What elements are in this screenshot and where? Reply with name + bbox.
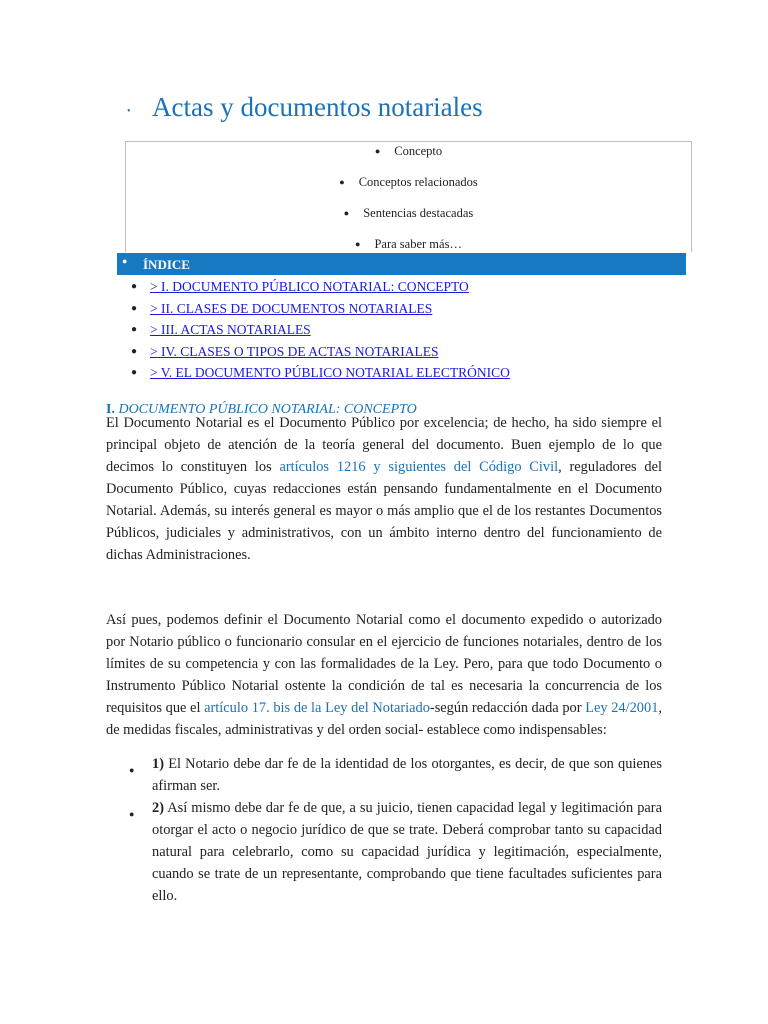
section-title: DOCUMENTO PÚBLICO NOTARIAL: CONCEPTO [118,402,417,417]
paragraph-2: Así pues, podemos definir el Documento Notarial como el documento expedido o autorizado por Notario público o funcionario consular en el ejercicio de funciones notariales, dentro de los límites de su competencia y con las formalidades de la Ley. Pero, para que todo Documento o Instrumento Público Notarial ostente la condición de tal es necesaria la concurrencia de los requisitos que el artículo 17. bis de la Ley del Notariado-según redacción dada por Ley 24/2001, de medidas fiscales, administrativas y del orden social- establece como indispensables: [106,612,662,738]
bullet-icon: ● [374,146,381,156]
toc-item [131,365,691,387]
toc-link-4[interactable]: > IV. CLASES O TIPOS DE ACTAS NOTARIALES [150,343,439,359]
toc-item [131,322,691,344]
list-item: ● 1) El Notario debe dar fe de la identidad de los otorgantes, es decir, de que son quienes afirman ser. [129,756,662,794]
bullet-icon: ● [131,302,138,314]
bullet-icon: ● [131,324,138,335]
table-of-contents [131,279,691,387]
section-number: I. [106,402,115,417]
bullet-icon: ● [131,367,138,378]
tab-sentencias-destacadas[interactable]: ● Sentencias destacadas [343,206,474,220]
tab-concepto[interactable]: ● Concepto [374,144,443,158]
bullet-icon: ● [129,765,135,775]
bullet-icon: ● [343,208,350,218]
bullet-icon: ● [355,239,361,249]
tab-para-saber-mas[interactable]: ● Para saber más… [355,237,462,251]
index-label: ÍNDICE [143,257,190,272]
codigo-civil-link[interactable]: artículos 1216 y siguientes del Código Civil [279,459,559,475]
toc-item [131,279,691,301]
requirements-list [129,753,662,907]
tab-conceptos-relacionados[interactable]: ● Conceptos relacionados [339,175,478,189]
bullet-icon: ● [131,345,138,357]
page-title: Actas y documentos notariales [152,92,483,122]
toc-link-2[interactable]: > II. CLASES DE DOCUMENTOS NOTARIALES [150,300,433,316]
paragraph-1: El Documento Notarial es el Documento Público por excelencia; de hecho, ha sido siempre el principal objeto de atención de la teoría general del documento. Buen ejemplo de lo que decimos lo constituyen los artículos 1216 y siguientes del Código Civil, reguladores del Documento Público, cuyas redacciones están pensando fundamentalmente en el Documento Notarial. Además, su interés general es mayor o más amplio que el de los restantes Documentos Públicos, judiciales y administrativos, con un ámbito interno dentro del funcionamiento de dichas Administraciones. [106,415,663,563]
bullet-icon: ● [129,809,135,819]
bullet-icon: ● [131,281,138,292]
bullet-icon: ● [339,177,345,187]
index-bar[interactable] [117,253,686,275]
toc-item [131,344,691,366]
list-item: ● 2) Así mismo debe dar fe de que, a su juicio, tienen capacidad legal y legitimación para otorgar el acto o negocio jurídico de que se trate. Deberá comprobar tanto su capacidad natural para celebrarlo, como su capacidad jurídica y legitimación, especialmente, cuando se trate de un representante, comprobando que tiene facultades suficientes para ello. [129,800,662,904]
bullet-icon: ● [122,256,128,266]
ley-24-2001-link[interactable]: Ley 24/2001 [585,700,659,716]
tab-menu [125,141,692,252]
toc-link-5[interactable]: > V. EL DOCUMENTO PÚBLICO NOTARIAL ELECTRÓNICO [150,365,510,380]
toc-link-1[interactable]: > I. DOCUMENTO PÚBLICO NOTARIAL: CONCEPTO [150,279,469,294]
ley-notariado-link[interactable]: artículo 17. bis de la Ley del Notariado [204,700,430,716]
toc-link-3[interactable]: > III. ACTAS NOTARIALES [150,322,311,337]
toc-item [131,301,691,323]
bullet-icon: • [127,106,131,117]
